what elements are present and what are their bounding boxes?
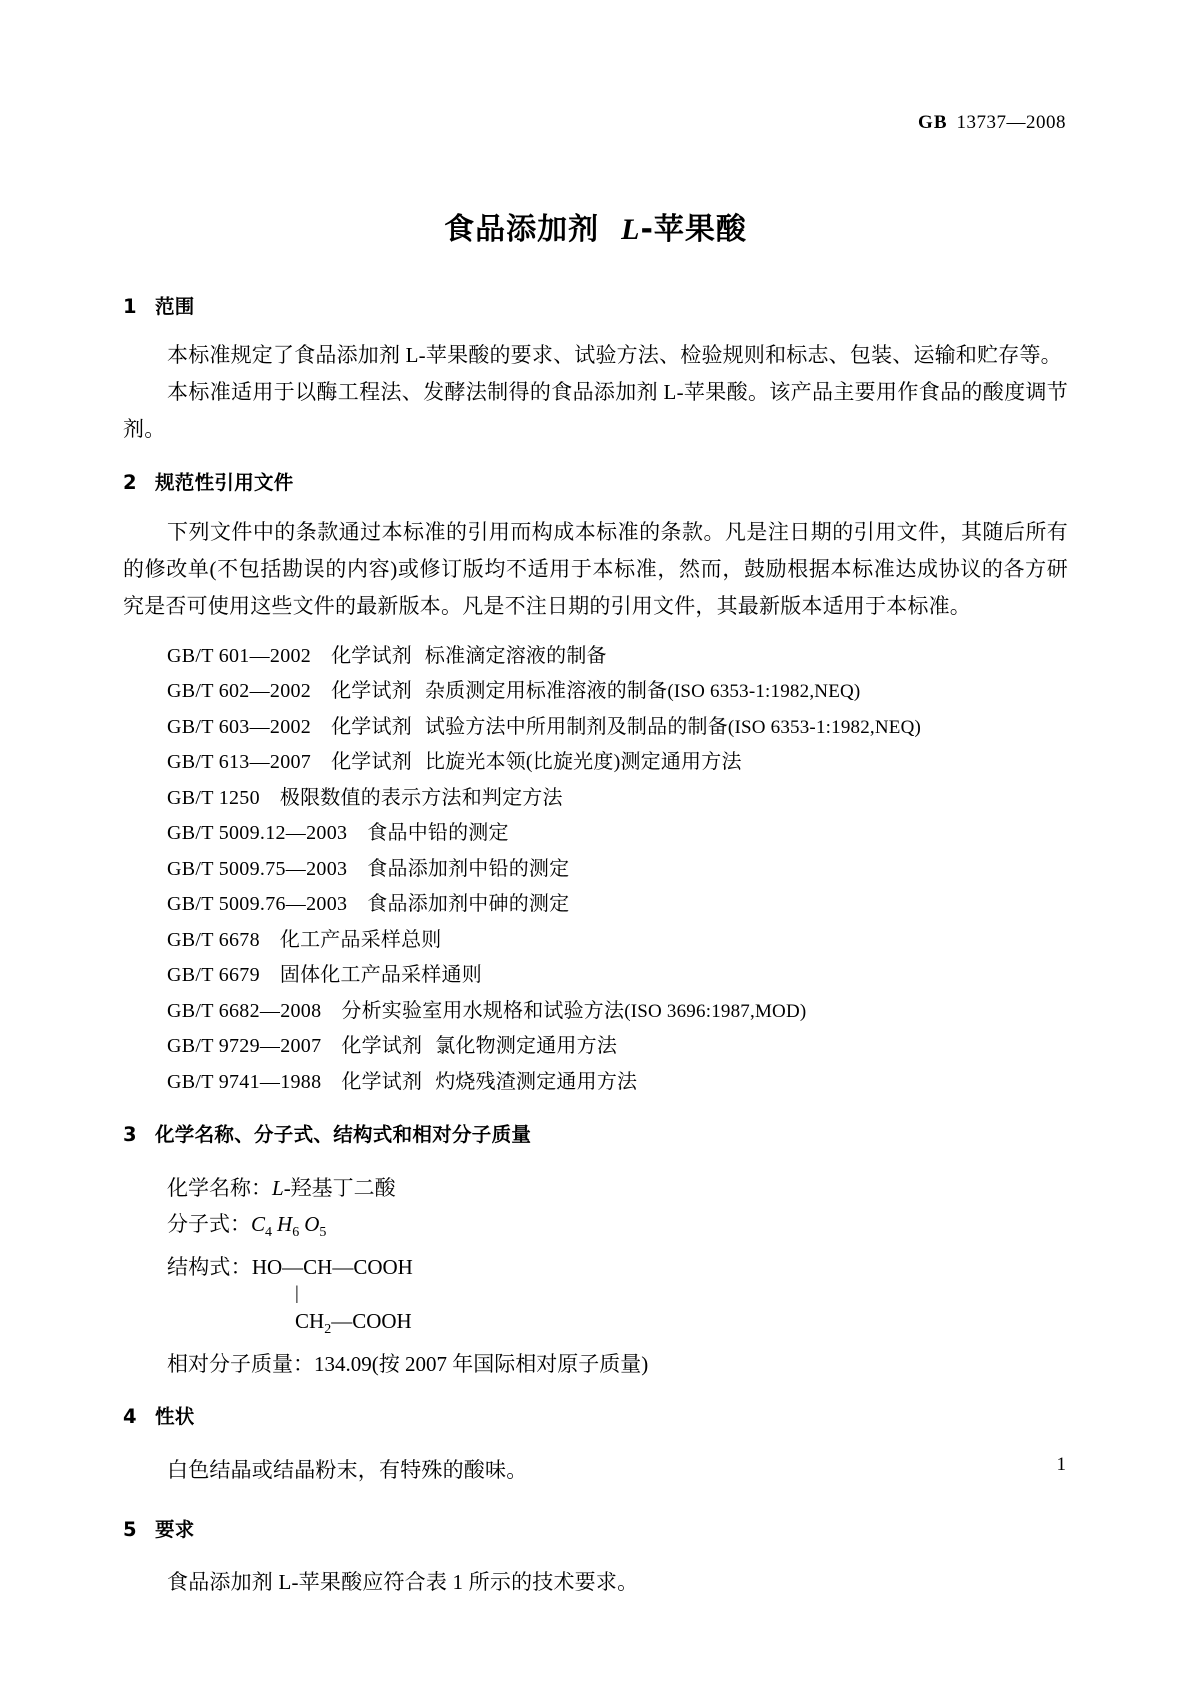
section-number-4: 4: [123, 1405, 137, 1429]
list-item: [167, 852, 1068, 888]
standard-prefix: GB: [918, 112, 948, 133]
formula-element-c: C: [251, 1211, 266, 1236]
reference-code: GB/T 5009.75—2003: [167, 857, 348, 880]
chemical-name-italic: L: [272, 1175, 284, 1200]
normative-reference-list: [123, 639, 1068, 1101]
molecular-formula-label: 分子式：: [167, 1211, 251, 1236]
reference-title: 氯化物测定通用方法: [435, 1035, 618, 1058]
reference-code: GB/T 5009.76—2003: [167, 893, 348, 916]
reference-title: 灼烧残渣测定通用方法: [435, 1070, 638, 1093]
reference-title: 食品添加剂中砷的测定: [367, 893, 570, 916]
list-item: [167, 710, 1068, 746]
section-1-paragraph-2: 本标准适用于以酶工程法、发酵法制得的食品添加剂 L-苹果酸。该产品主要用作食品的酸度调节剂。: [123, 380, 1068, 442]
structural-formula-bottom-rest: —COOH: [331, 1309, 412, 1333]
molecular-mass-row: [167, 1346, 1068, 1382]
reference-category: 化学试剂: [331, 644, 412, 667]
page-title: [0, 204, 1191, 248]
formula-subscript-h: 6: [292, 1225, 300, 1240]
document-body: [123, 296, 1068, 1601]
section-number-2: 2: [123, 471, 137, 495]
reference-code: GB/T 602—2002: [167, 680, 312, 703]
list-item: [167, 1029, 1068, 1065]
reference-title: 食品中铅的测定: [367, 822, 509, 845]
reference-code: GB/T 9729—2007: [167, 1035, 322, 1058]
running-header: [918, 112, 1066, 134]
structural-formula-label: 结构式：: [167, 1255, 252, 1279]
reference-code: GB/T 6682—2008: [167, 999, 322, 1022]
chemical-identity-block: [123, 1170, 1068, 1251]
section-number-3: 3: [123, 1123, 137, 1147]
molecular-mass-value: 134.09: [314, 1352, 372, 1377]
reference-iso: (ISO 6353-1:1982,NEQ): [667, 681, 861, 703]
reference-code: GB/T 601—2002: [167, 644, 312, 667]
list-item: [167, 816, 1068, 852]
list-item: [167, 994, 1068, 1030]
reference-category: 化学试剂: [331, 680, 412, 703]
section-5-paragraph-1: 食品添加剂 L-苹果酸应符合表 1 所示的技术要求。: [167, 1570, 639, 1595]
chemical-name-rest: -羟基丁二酸: [283, 1175, 396, 1200]
reference-title: 杂质测定用标准溶液的制备: [424, 680, 668, 703]
molecular-mass-note: (按 2007 年国际相对原子质量): [371, 1352, 649, 1377]
list-item: [167, 958, 1068, 994]
list-item: [167, 1065, 1068, 1101]
section-1-paragraph-1: 本标准规定了食品添加剂 L-苹果酸的要求、试验方法、检验规则和标志、包装、运输和贮存等。: [167, 343, 1062, 368]
list-item: [167, 781, 1068, 817]
reference-category: 化学试剂: [331, 715, 412, 738]
reference-title: 标准滴定溶液的制备: [424, 644, 607, 667]
section-number-5: 5: [123, 1517, 137, 1541]
section-title-5: 要求: [155, 1517, 195, 1541]
reference-category: 化学试剂: [341, 1035, 423, 1058]
reference-code: GB/T 5009.12—2003: [167, 822, 348, 845]
formula-subscript-o: 5: [319, 1225, 327, 1240]
structural-formula-top: HO—CH—COOH: [251, 1255, 413, 1279]
chemical-name-label: 化学名称：: [167, 1175, 272, 1200]
reference-code: GB/T 1250: [167, 786, 260, 809]
section-heading-1: [123, 296, 1068, 317]
structural-formula-bottom: CH: [295, 1309, 325, 1333]
section-title-1: 范围: [155, 295, 195, 318]
molecular-formula-row: [167, 1206, 1068, 1251]
reference-title: 比旋光本领(比旋光度)测定通用方法: [424, 751, 742, 774]
reference-category: 化学试剂: [341, 1070, 423, 1093]
formula-element-o: O: [304, 1211, 320, 1236]
structural-formula-bottom-sub: 2: [324, 1322, 332, 1338]
chemical-name-row: [167, 1170, 1068, 1206]
section-heading-5: [123, 1519, 1068, 1540]
reference-code: GB/T 6679: [167, 964, 260, 987]
page-title-suffix: -苹果酸: [640, 212, 747, 247]
list-item: [167, 887, 1068, 923]
reference-title: 化工产品采样总则: [279, 928, 442, 951]
list-item: [167, 745, 1068, 781]
reference-title: 试验方法中所用制剂及制品的制备: [424, 715, 728, 738]
structural-formula-line-1: [167, 1251, 1068, 1283]
reference-title: 食品添加剂中铅的测定: [367, 857, 570, 880]
section-title-4: 性状: [155, 1405, 195, 1429]
formula-subscript-c: 4: [265, 1225, 273, 1240]
reference-iso: (ISO 6353-1:1982,NEQ): [727, 716, 922, 738]
section-4-paragraph-1: 白色结晶或结晶粉末，有特殊的酸味。: [167, 1457, 528, 1482]
section-title-3: 化学名称、分子式、结构式和相对分子质量: [155, 1123, 532, 1147]
formula-element-h: H: [277, 1211, 293, 1236]
reference-code: GB/T 613—2007: [167, 751, 312, 774]
section-title-2: 规范性引用文件: [155, 471, 294, 495]
page-number: 1: [1056, 1454, 1066, 1475]
structural-formula-bond: |: [295, 1283, 299, 1304]
reference-title: 极限数值的表示方法和判定方法: [279, 786, 563, 809]
section-heading-4: [123, 1406, 1068, 1427]
molecular-mass-label: 相对分子质量：: [167, 1352, 314, 1377]
reference-iso: (ISO 3696:1987,MOD): [624, 1000, 807, 1022]
section-number-1: 1: [123, 295, 137, 318]
reference-title: 分析实验室用水规格和试验方法: [341, 999, 625, 1022]
reference-title: 固体化工产品采样通则: [279, 964, 482, 987]
section-2-paragraph-1: 下列文件中的条款通过本标准的引用而构成本标准的条款。凡是注日期的引用文件，其随后所有的修改单(不包括勘误的内容)或修订版均不适用于本标准，然而，鼓励根据本标准达成协议的各方研究是否可使用这些文件的最新版本。凡是不注日期的引用文件，其最新版本适用于本标准。: [123, 519, 1068, 618]
structural-formula-line-2: [167, 1305, 1068, 1346]
page-title-main: 食品添加剂: [444, 212, 600, 247]
structural-formula-block: [123, 1251, 1068, 1346]
molecular-mass-block: [123, 1346, 1068, 1382]
list-item: [167, 923, 1068, 959]
section-heading-2: [123, 472, 1068, 493]
standard-number: 13737—2008: [956, 112, 1066, 133]
reference-category: 化学试剂: [331, 751, 412, 774]
reference-code: GB/T 6678: [167, 928, 260, 951]
page-title-italic: L: [621, 213, 641, 246]
section-heading-3: [123, 1124, 1068, 1145]
reference-code: GB/T 603—2002: [167, 715, 312, 738]
list-item: [167, 674, 1068, 710]
reference-code: GB/T 9741—1988: [167, 1070, 322, 1093]
list-item: [167, 639, 1068, 675]
